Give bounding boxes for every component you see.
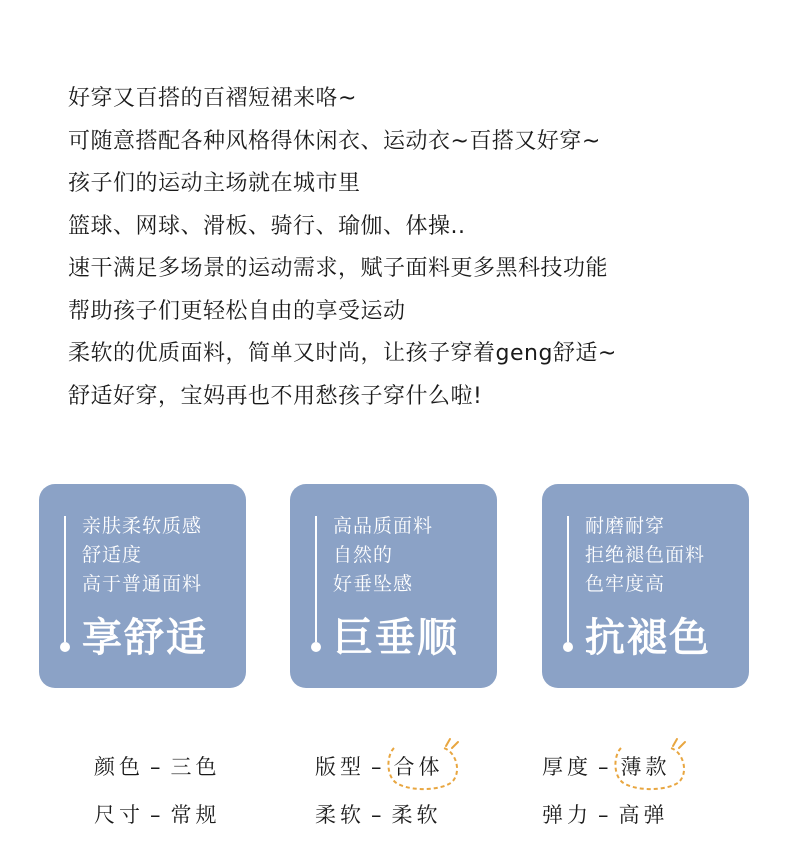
- card-divider-line: [315, 516, 317, 642]
- card-feature: 耐磨耐穿: [585, 515, 666, 537]
- card-feature: 亲肤柔软质感: [82, 515, 203, 537]
- intro-line: 速干满足多场景的运动需求，赋子面料更多黑科技功能: [68, 256, 609, 281]
- spec-value: 三色: [170, 755, 221, 779]
- spec-separator: –: [150, 803, 165, 827]
- card-features: [585, 512, 705, 599]
- spec-separator: –: [150, 755, 165, 779]
- spec-value: 合体: [393, 755, 444, 779]
- card-divider-line: [567, 516, 569, 642]
- spec-label: 颜色: [94, 755, 144, 779]
- spec-softness: [315, 798, 442, 832]
- spec-fit: [315, 750, 446, 784]
- spec-label: 厚度: [542, 755, 592, 779]
- intro-line: 孩子们的运动主场就在城市里: [68, 171, 361, 196]
- feature-card-comfort: [39, 484, 246, 688]
- spec-size: [94, 798, 221, 832]
- intro-line: 帮助孩子们更轻松自由的享受运动: [68, 298, 406, 324]
- card-features: [333, 512, 433, 599]
- spec-value: 薄款: [620, 755, 671, 779]
- card-title: 巨垂顺: [333, 615, 459, 661]
- intro-text: [68, 78, 617, 418]
- spec-label: 尺寸: [94, 803, 144, 827]
- spec-label: 弹力: [542, 803, 592, 827]
- intro-line: 可随意搭配各种风格得休闲衣、运动衣~百搭又好穿~: [68, 128, 601, 154]
- card-title: 享舒适: [82, 615, 208, 661]
- spec-color: [94, 750, 221, 784]
- feature-card-drape: [290, 484, 497, 688]
- spec-separator: –: [598, 755, 613, 779]
- spec-label: 柔软: [315, 803, 365, 827]
- feature-card-fade-resistant: [542, 484, 749, 688]
- card-dot: [311, 642, 321, 652]
- spec-label: 版型: [315, 755, 365, 779]
- card-feature: 色牢度高: [585, 573, 666, 595]
- highlight-circle-icon: [384, 738, 464, 794]
- card-feature: 拒绝褪色面料: [585, 544, 706, 566]
- card-feature: 自然的: [333, 544, 394, 566]
- card-dot: [60, 642, 70, 652]
- card-dot: [563, 642, 573, 652]
- spec-value-highlighted: [392, 750, 446, 784]
- intro-line: 篮球、网球、滑板、骑行、瑜伽、体操..: [68, 213, 466, 239]
- card-feature: 好垂坠感: [333, 573, 414, 595]
- spec-value: 高弹: [618, 803, 669, 827]
- card-feature: 舒适度: [82, 544, 143, 566]
- intro-line: 柔软的优质面料，简单又时尚，让孩子穿着geng舒适~: [68, 341, 617, 366]
- intro-line: 好穿又百搭的百褶短裙来咯~: [68, 86, 357, 111]
- card-feature: 高品质面料: [333, 515, 434, 537]
- card-divider-line: [64, 516, 66, 642]
- spec-separator: –: [371, 803, 386, 827]
- spec-thickness: [542, 750, 673, 784]
- card-features: [82, 512, 202, 599]
- spec-value: 柔软: [391, 803, 442, 827]
- card-title: 抗褪色: [585, 615, 711, 661]
- card-feature: 高于普通面料: [82, 573, 203, 595]
- intro-line: 舒适好穿，宝妈再也不用愁孩子穿什么啦!: [68, 383, 483, 409]
- spec-value: 常规: [170, 803, 221, 827]
- spec-value-highlighted: [619, 750, 673, 784]
- spec-separator: –: [371, 755, 386, 779]
- highlight-circle-icon: [611, 738, 691, 794]
- spec-separator: –: [598, 803, 613, 827]
- spec-elasticity: [542, 798, 669, 832]
